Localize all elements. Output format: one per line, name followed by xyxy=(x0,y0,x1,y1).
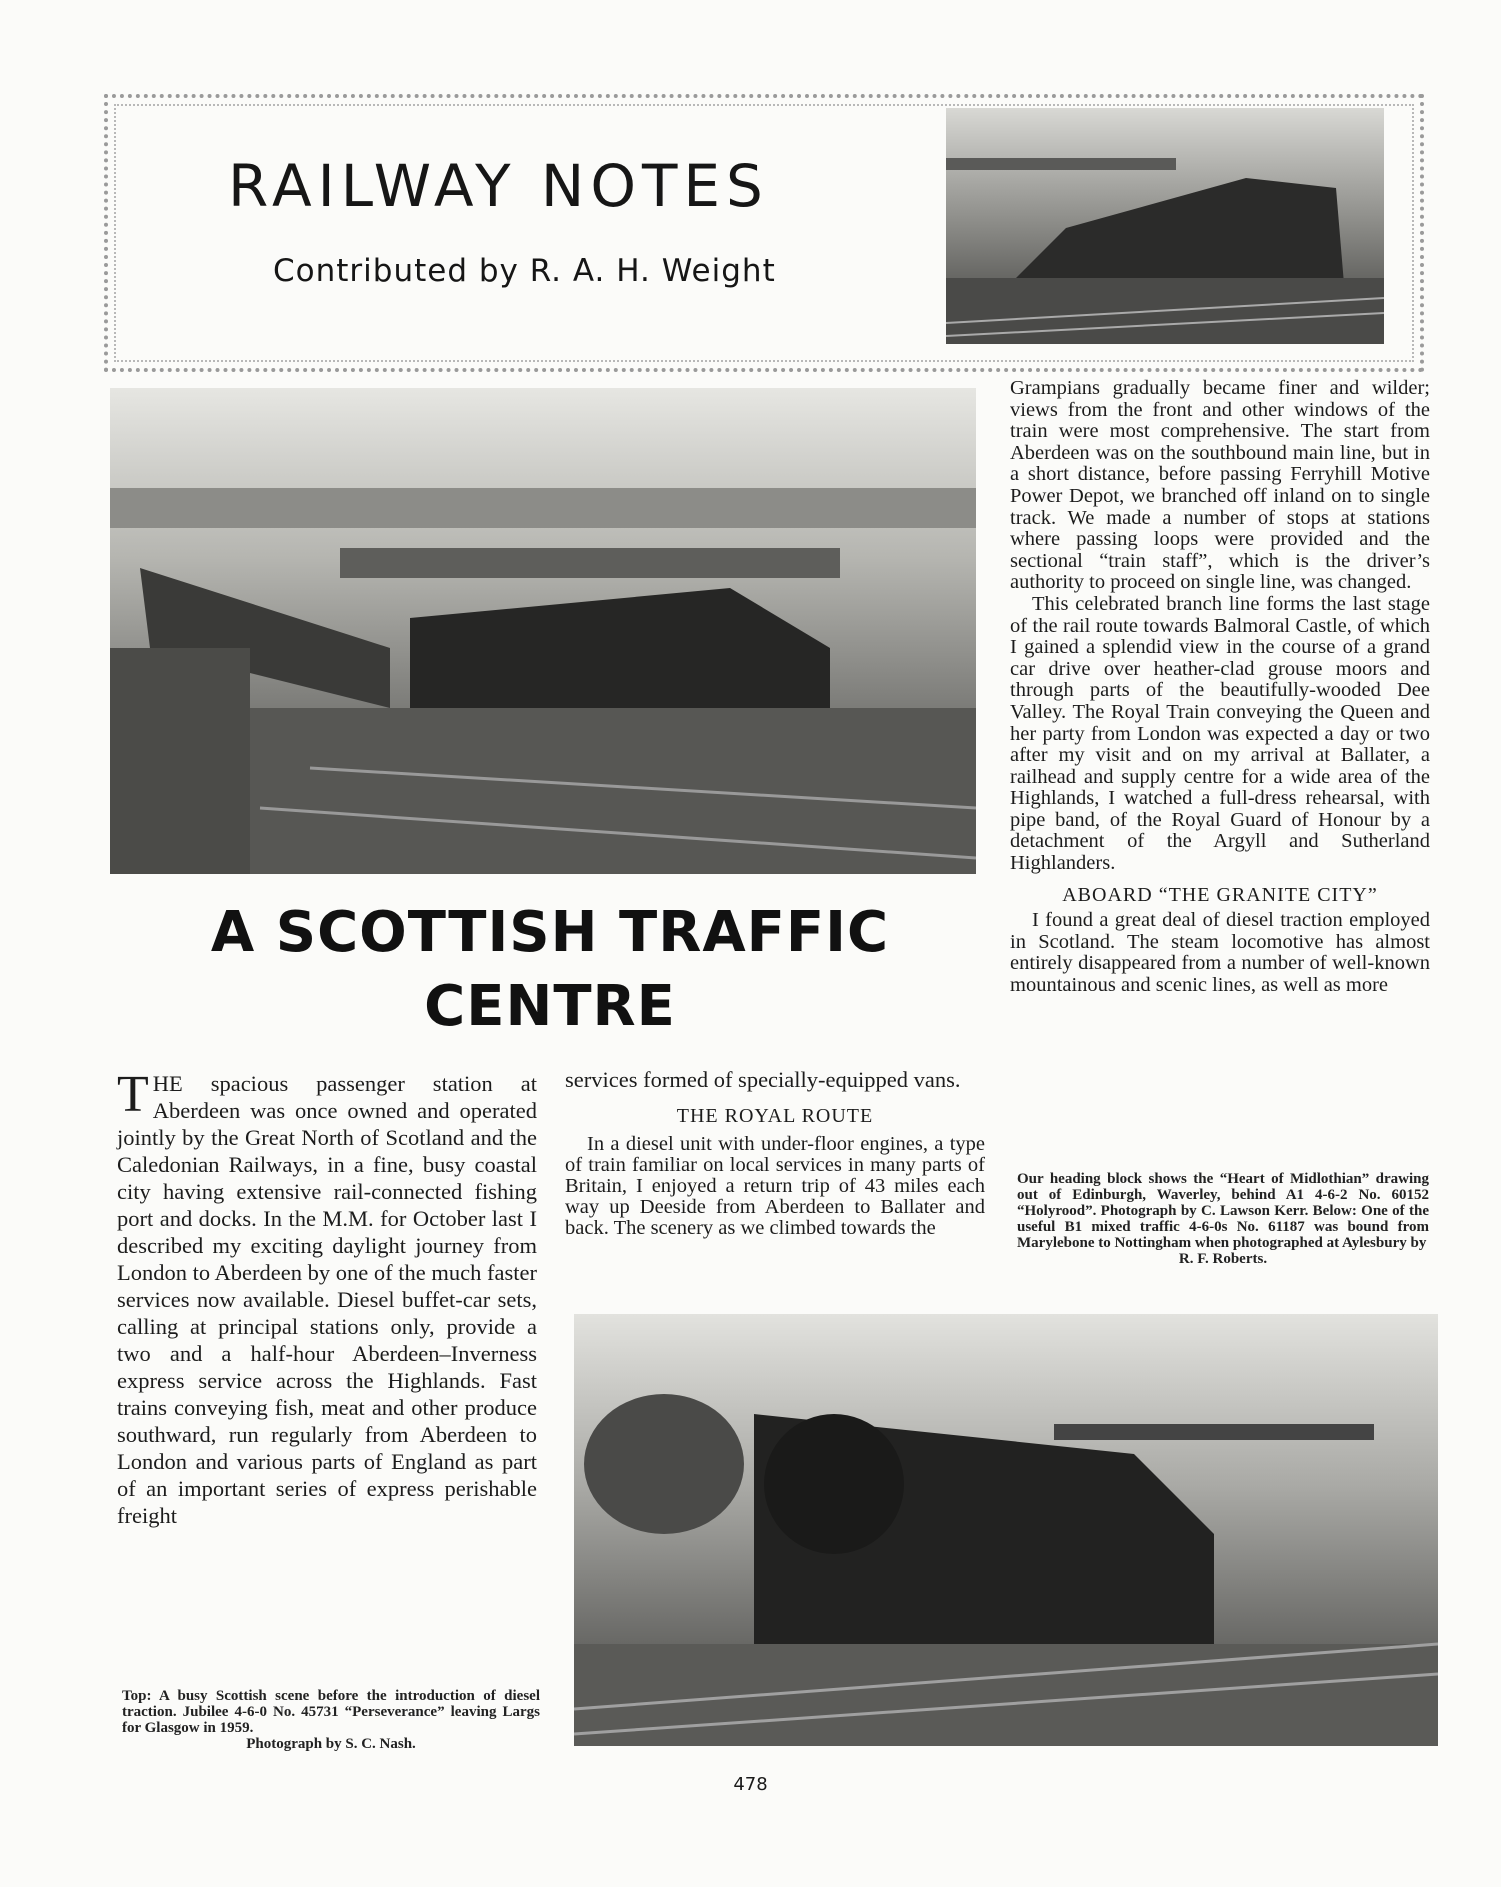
caption-top-photo-text: Top: A busy Scottish scene before the introduction of diesel traction. Jubilee 4-6-0 No. 45731 “Perseverance” leaving Largs for Glasgow in 1959. xyxy=(122,1688,540,1736)
article-headline-line2: CENTRE xyxy=(424,974,676,1039)
page-title: RAILWAY NOTES xyxy=(228,152,769,220)
byline: Contributed by R. A. H. Weight xyxy=(273,253,776,289)
caption-heading-text: Our heading block shows the “Heart of Midlothian” drawing out of Edinburgh, Waverley, behind A1 4-6-2 No. 60152 “Holyrood”. Photograph by C. Lawson Kerr. Below: One of the useful B1 mixed traffic 4-6-0s No. 61187 was bound from Marylebone to Nottingham when photographed at Aylesbury by xyxy=(1017,1171,1429,1251)
column-2-paragraph: In a diesel unit with under-floor engines, a type of train familiar on local services in many parts of Britain, I enjoyed a return trip of 43 miles each way up Deeside from Aberdeen to Ballater and back. The scenery as we climbed towards the xyxy=(565,1133,985,1239)
column-1-text: HE spacious passenger station at Aberdeen was once owned and operated jointly by the Great North of Scotland and the Caledonian Railways, in a fine, busy coastal city having extensive rail-connected fishing port and docks. In the M.M. for October last I described my exciting daylight journey from London to Aberdeen by one of the much faster services now available. Diesel buffet-car sets, calling at principal stations only, provide a two and a half-hour Aberdeen–Inverness express service across the Highlands. Fast trains conveying fish, meat and other produce southward, run regularly from Aberdeen to London and various parts of England as part of an important series of express perishable freight xyxy=(117,1071,537,1528)
column-3-paragraph-1: Grampians gradually became finer and wilder; views from the front and other windows of the train were most comprehensive. The start from Aberdeen was on the southbound main line, but in a short distance, before passing Ferryhill Motive Power Depot, we branched off inland on to single track. We made a number of stops at stations where passing loops were provided and the sectional “train staff”, which is the driver’s authority to proceed on single line, was changed. xyxy=(1010,377,1430,594)
caption-heading-and-below xyxy=(1017,1171,1429,1267)
column-3-paragraph-3: I found a great deal of diesel traction employed in Scotland. The steam locomotive has almost entirely disappeared from a number of well-known mountainous and scenic lines, as well as more xyxy=(1010,909,1430,997)
heading-locomotive-photo xyxy=(946,108,1384,344)
subhead-granite-city: ABOARD “THE GRANITE CITY” xyxy=(1062,883,1378,906)
drop-cap: T xyxy=(117,1066,149,1123)
page-number: 478 xyxy=(733,1774,768,1795)
column-3-paragraph-2: This celebrated branch line forms the last stage of the rail route towards Balmoral Castle, of which I gained a splendid view in the course of a grand car drive over heather-clad grouse moors and through parts of the beautifully-wooded Dee Valley. The Royal Train conveying the Queen and her party from London was expected a day or two after my visit and on my arrival at Ballater, a railhead and supply centre for a wide area of the Highlands, I watched a full-dress rehearsal, with pipe band, of the Royal Guard of Honour by a detachment of the Argyll and Sutherland Highlanders. xyxy=(1010,592,1430,875)
jubilee-locomotive-photo xyxy=(110,388,976,874)
subhead-royal-route: THE ROYAL ROUTE xyxy=(676,1105,874,1127)
article-column-2 xyxy=(565,1066,985,1239)
column-2-continuation: services formed of specially-equipped vans. xyxy=(565,1067,961,1092)
article-headline-line1: A SCOTTISH TRAFFIC xyxy=(210,900,890,965)
article-column-1 xyxy=(117,1066,537,1529)
article-column-3 xyxy=(1010,378,1430,997)
caption-top-photo-credit: Photograph by S. C. Nash. xyxy=(246,1736,416,1752)
caption-heading-credit: R. F. Roberts. xyxy=(1178,1251,1268,1267)
b1-locomotive-photo xyxy=(574,1314,1438,1746)
caption-top-photo xyxy=(122,1688,540,1752)
